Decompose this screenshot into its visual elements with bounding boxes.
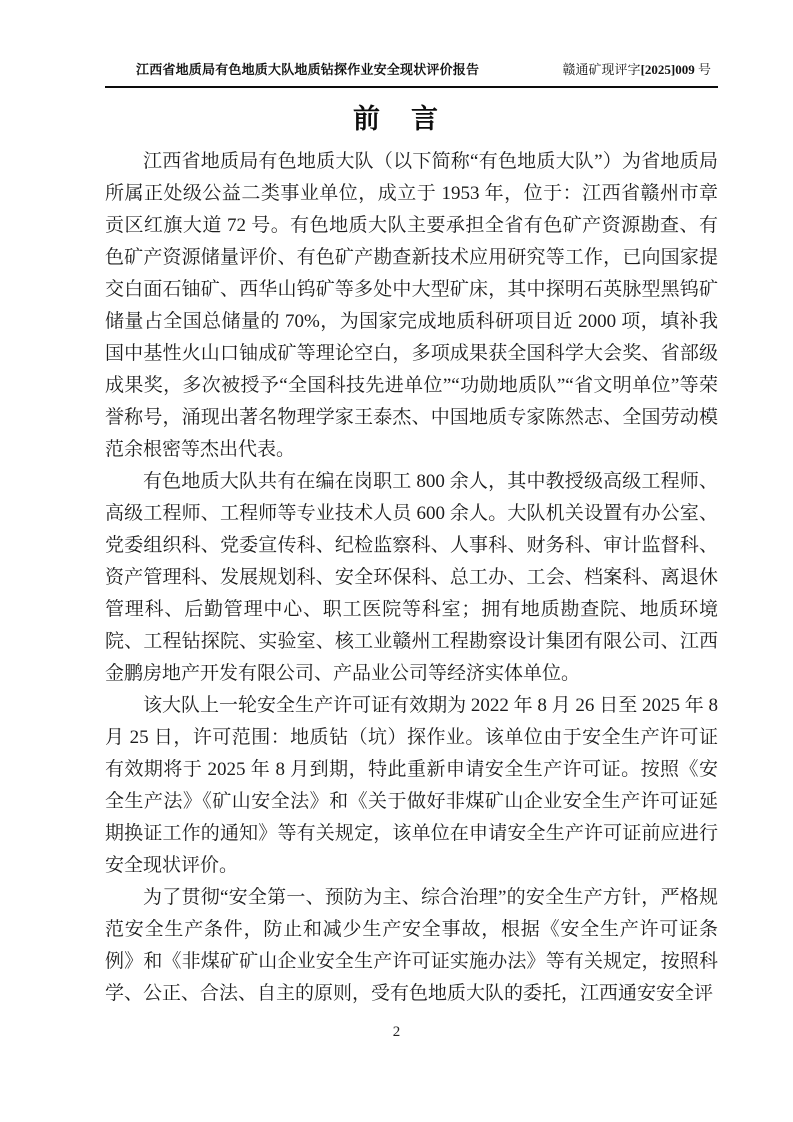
- body-paragraph-1: 江西省地质局有色地质大队（以下简称“有色地质大队”）为省地质局所属正处级公益二类事业单位，成立于 1953 年，位于：江西省赣州市章贡区红旗大道 72 号。有色地质大队主要承担全省有色矿产资源勘查、有色矿产资源储量评价、有色矿产勘查新技术应用研究等工作，已向国家提交白面石铀矿、西华山钨矿等多处中大型矿床，其中探明石英脉型黑钨矿储量占全国总储量的 70%，为国家完成地质科研项目近 2000 项，填补我国中基性火山口铀成矿等理论空白，多项成果获全国科学大会奖、省部级成果奖，多次被授予“全国科技先进单位”“功勋地质队”“省文明单位”等荣誉称号，涌现出著名物理学家王泰杰、中国地质专家陈然志、全国劳动模范余根密等杰出代表。: [105, 151, 718, 460]
- doc-number-code: [2025]009: [640, 62, 695, 77]
- report-header: [105, 60, 718, 88]
- body-paragraph-4: 为了贯彻“安全第一、预防为主、综合治理”的安全生产方针，严格规范安全生产条件，防止和减少生产安全事故，根据《安全生产许可证条例》和《非煤矿矿山企业安全生产许可证实施办法》等有关规定，按照科学、公正、合法、自主的原则，受有色地质大队的委托，江西通安安全评: [105, 887, 718, 1004]
- page-title: 前 言: [353, 104, 440, 134]
- body-paragraph-2: 有色地质大队共有在编在岗职工 800 余人，其中教授级高级工程师、高级工程师、工程师等专业技术人员 600 余人。大队机关设置有办公室、党委组织科、党委宣传科、纪检监察科、人事科、财务科、审计监督科、资产管理科、发展规划科、安全环保科、总工办、工会、档案科、离退休管理科、后勤管理中心、职工医院等科室；拥有地质勘查院、地质环境院、工程钻探院、实验室、核工业赣州工程勘察设计集团有限公司、江西金鹏房地产开发有限公司、产品业公司等经济实体单位。: [105, 471, 718, 684]
- page-number: 2: [392, 1024, 401, 1040]
- header-doc-number: [563, 60, 718, 79]
- body-paragraph-3: 该大队上一轮安全生产许可证有效期为 2022 年 8 月 26 日至 2025 年 8 月 25 日，许可范围：地质钻（坑）探作业。该单位由于安全生产许可证有效期将于 2025 年 8 月到期，特此重新申请安全生产许可证。按照《安全生产法》《矿山安全法》和《关于做好非煤矿山企业安全生产许可证延期换证工作的通知》等有关规定，该单位在申请安全生产许可证前应进行安全现状评价。: [105, 695, 718, 876]
- doc-number-suffix: 号: [694, 62, 711, 77]
- page-footer: [0, 1024, 793, 1041]
- doc-number-prefix: 赣通矿现评字: [562, 62, 641, 77]
- document-body: [105, 146, 718, 1010]
- header-report-title: 江西省地质局有色地质大队地质钻探作业安全现状评价报告: [136, 62, 480, 77]
